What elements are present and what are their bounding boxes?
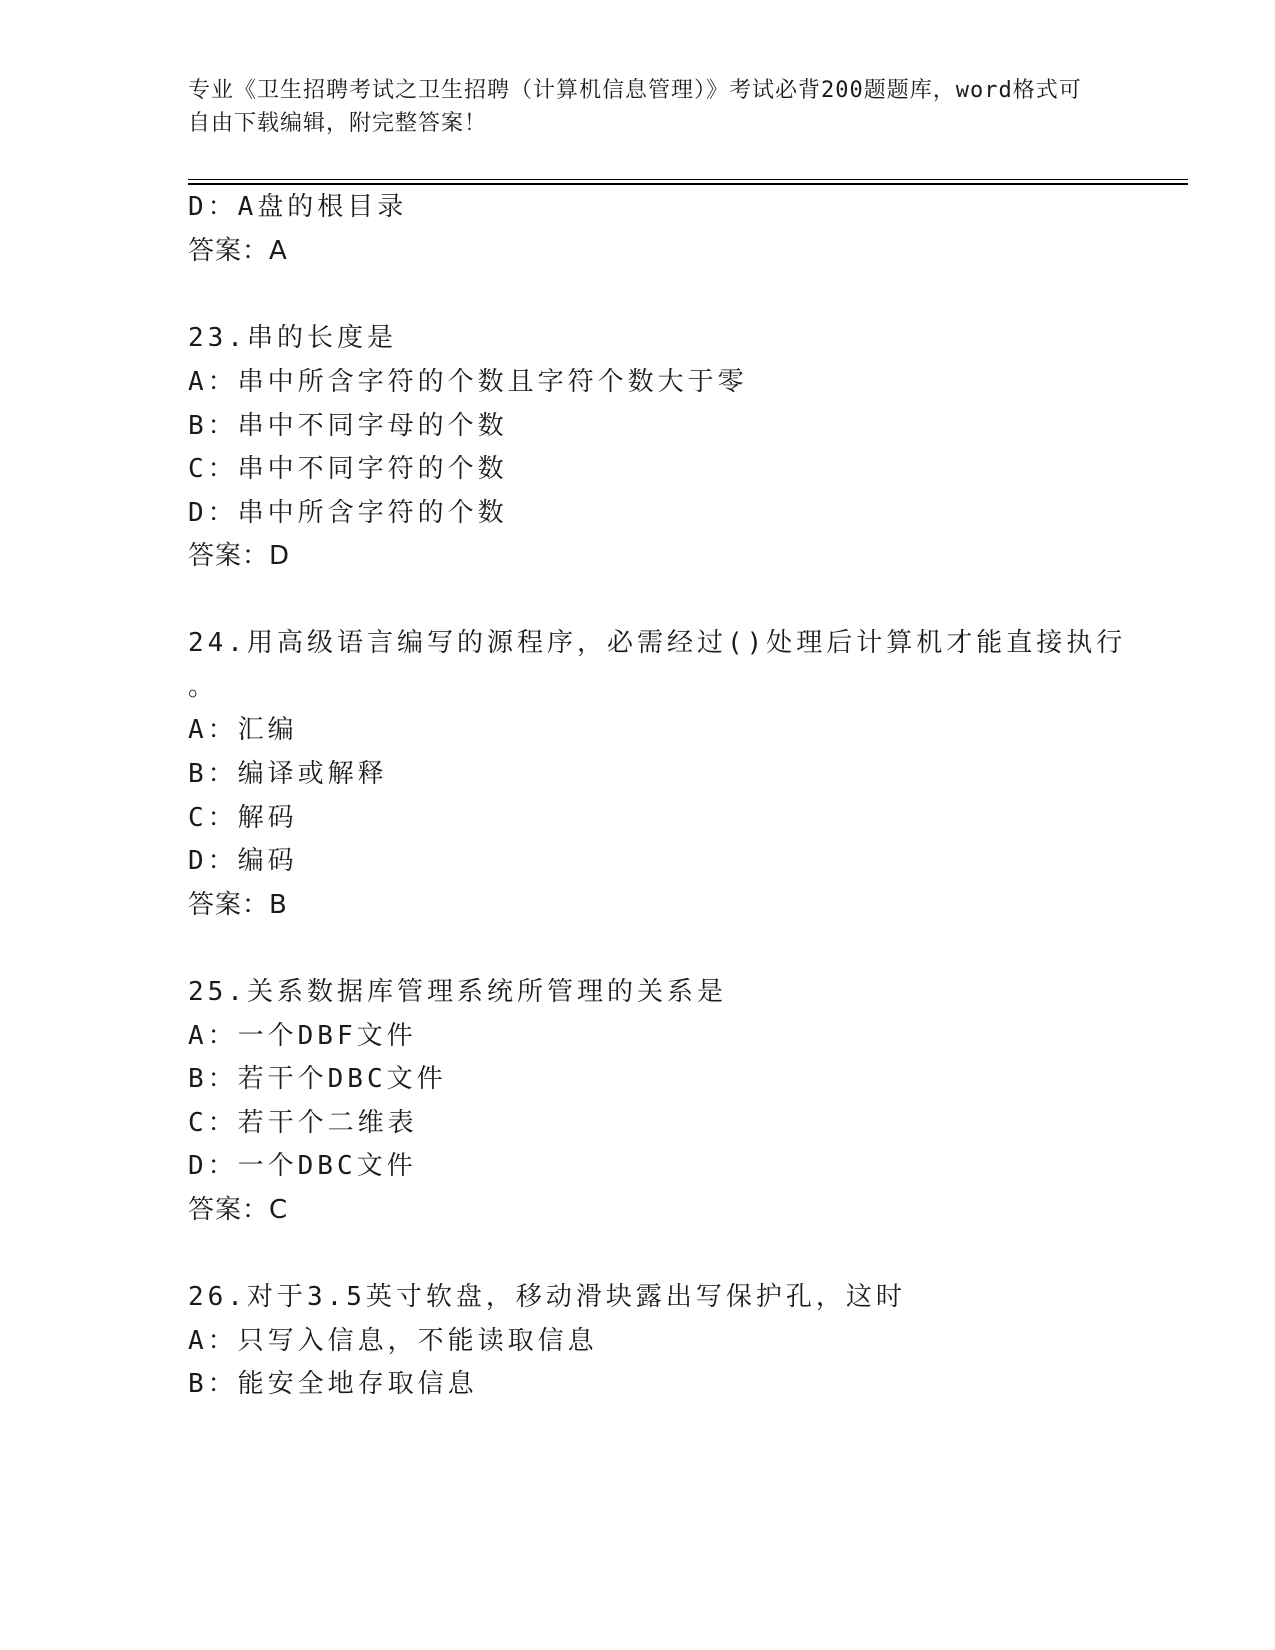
- header-divider: [188, 179, 1188, 180]
- q23-option-c: C：串中不同字符的个数: [188, 454, 508, 484]
- q25-option-d: D：一个DBC文件: [188, 1151, 417, 1181]
- q26-option-b: B：能安全地存取信息: [188, 1369, 478, 1399]
- q23-option-d: D：串中所含字符的个数: [188, 498, 508, 528]
- q23-option-a: A：串中所含字符的个数且字符个数大于零: [188, 367, 748, 397]
- q24-option-c: C：解码: [188, 803, 298, 833]
- q24-option-a: A：汇编: [188, 715, 298, 745]
- q22-option-d: D：A盘的根目录: [188, 192, 408, 222]
- q23-answer: 答案：D: [188, 541, 291, 571]
- q23-option-b: B：串中不同字母的个数: [188, 411, 508, 441]
- q26-option-a: A：只写入信息，不能读取信息: [188, 1326, 598, 1356]
- q23-question: 23.串的长度是: [188, 323, 397, 353]
- q24-question: 24.用高级语言编写的源程序，必需经过()处理后计算机才能直接执行: [188, 628, 1127, 658]
- q24-option-d: D：编码: [188, 846, 298, 876]
- header-divider-thick: [188, 183, 1188, 185]
- q24-option-b: B：编译或解释: [188, 759, 388, 789]
- q22-answer: 答案：A: [188, 236, 288, 266]
- q25-answer: 答案：C: [188, 1195, 289, 1225]
- document-header: 专业《卫生招聘考试之卫生招聘（计算机信息管理）》考试必背200题题库，word格式可自由下载编辑，附完整答案！: [188, 78, 1082, 136]
- q25-question: 25.关系数据库管理系统所管理的关系是: [188, 977, 727, 1007]
- q25-option-c: C：若干个二维表: [188, 1108, 418, 1138]
- q26-question: 26.对于3.5英寸软盘，移动滑块露出写保护孔，这时: [188, 1282, 906, 1312]
- q24-question-continuation: 。: [188, 672, 219, 702]
- q25-option-a: A：一个DBF文件: [188, 1021, 417, 1051]
- q25-option-b: B：若干个DBC文件: [188, 1064, 447, 1094]
- q24-answer: 答案：B: [188, 890, 288, 920]
